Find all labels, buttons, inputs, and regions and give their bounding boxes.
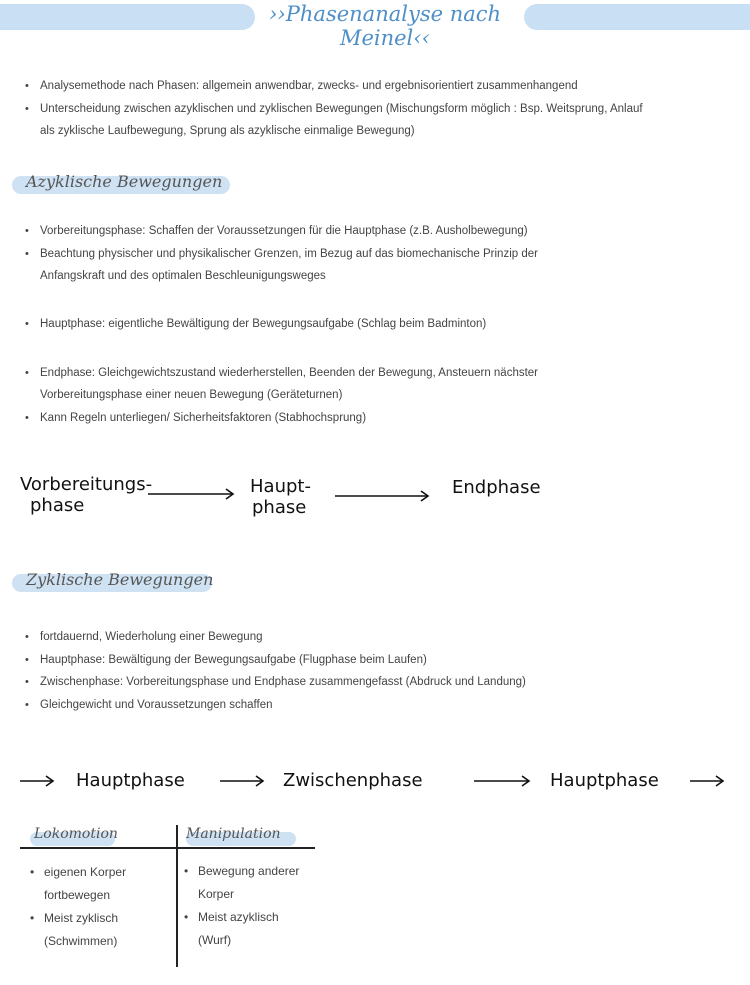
list-item: • Meist azyklisch [182, 906, 279, 929]
flow-step-vorbereitung-2: phase [30, 495, 85, 516]
lokomotion-list-b [28, 907, 118, 930]
table-heading-lokomotion: Lokomotion [34, 826, 118, 842]
list-item-continuation: als zyklische Laufbewegung, Sprung als azyklische einmalige Bewegung) [40, 125, 415, 137]
list-item-continuation: (Schwimmen) [44, 934, 118, 948]
list-item: • Meist zyklisch [28, 907, 118, 930]
list-item: • Vorbereitungsphase: Schaffen der Voraussetzungen für die Hauptphase (z.B. Ausholbewegung) [22, 220, 538, 243]
azyklisch-list-a [22, 220, 538, 265]
arrow-right-icon [335, 490, 433, 502]
list-item: • Zwischenphase: Vorbereitungsphase und Endphase zusammengefasst (Abdruck und Landung) [22, 671, 526, 694]
page-title: ››Phasenanalyse nach Meinel‹‹ [268, 2, 502, 50]
arrow-right-icon [148, 488, 238, 500]
list-item: • Kann Regeln unterliegen/ Sicherheitsfaktoren (Stabhochsprung) [22, 407, 366, 430]
list-item: • Analysemethode nach Phasen: allgemein anwendbar, zwecks- und ergebnisorientiert zusammenhangend [22, 75, 643, 98]
manipulation-list [182, 860, 299, 883]
flow-step-haupt-1: Haupt- [250, 476, 311, 497]
arrow-right-icon [220, 775, 268, 787]
arrow-right-icon [20, 775, 60, 787]
list-item: • fortdauernd, Wiederholung einer Bewegung [22, 626, 526, 649]
arrow-right-icon [690, 775, 730, 787]
list-item: • Bewegung anderer [182, 860, 299, 883]
flow-step-end: Endphase [452, 477, 541, 498]
zyklisch-list [22, 626, 526, 716]
section-heading-label: Azyklische Bewegungen [26, 172, 223, 191]
lokomotion-list [28, 861, 126, 884]
flow-step-haupt-repeat: Hauptphase [550, 770, 659, 791]
manipulation-list-b [182, 906, 279, 929]
intro-list [22, 75, 643, 120]
azyklisch-list-b [22, 313, 486, 336]
flow-step-haupt-2: phase [252, 497, 307, 518]
list-item: • Beachtung physischer und physikalischer Grenzen, im Bezug auf das biomechanische Prinzip der [22, 243, 538, 266]
title-bar-right [524, 4, 750, 30]
table-divider-vertical [176, 825, 178, 967]
list-item-continuation: Korper [198, 887, 235, 901]
table-divider-horizontal [20, 847, 315, 849]
list-item: • Gleichgewicht und Voraussetzungen schaffen [22, 694, 526, 717]
section-heading-label: Zyklische Bewegungen [26, 570, 214, 589]
arrow-right-icon [474, 775, 534, 787]
list-item: • Hauptphase: eigentliche Bewältigung der Bewegungsaufgabe (Schlag beim Badminton) [22, 313, 486, 336]
table-heading-manipulation: Manipulation [186, 826, 281, 842]
flow-step-haupt: Hauptphase [76, 770, 185, 791]
azyklisch-list-d [22, 407, 366, 430]
list-item: • Hauptphase: Bewältigung der Bewegungsaufgabe (Flugphase beim Laufen) [22, 649, 526, 672]
azyklisch-list-c [22, 362, 538, 385]
flow-step-vorbereitung-1: Vorbereitungs- [20, 474, 153, 495]
flow-step-zwischen: Zwischenphase [283, 770, 423, 791]
list-item: • Endphase: Gleichgewichtszustand wiederherstellen, Beenden der Bewegung, Ansteuern nächster [22, 362, 538, 385]
list-item-continuation: (Wurf) [198, 933, 232, 947]
list-item-continuation: Vorbereitungsphase einer neuen Bewegung (Geräteturnen) [40, 389, 343, 401]
list-item: • eigenen Korper [28, 861, 126, 884]
list-item-continuation: fortbewegen [44, 888, 111, 902]
list-item: • Unterscheidung zwischen azyklischen und zyklischen Bewegungen (Mischungsform möglich : Bsp. Weitsprung, Anlauf [22, 98, 643, 121]
list-item-continuation: Anfangskraft und des optimalen Beschleunigungsweges [40, 270, 326, 282]
title-bar-left [0, 4, 255, 30]
